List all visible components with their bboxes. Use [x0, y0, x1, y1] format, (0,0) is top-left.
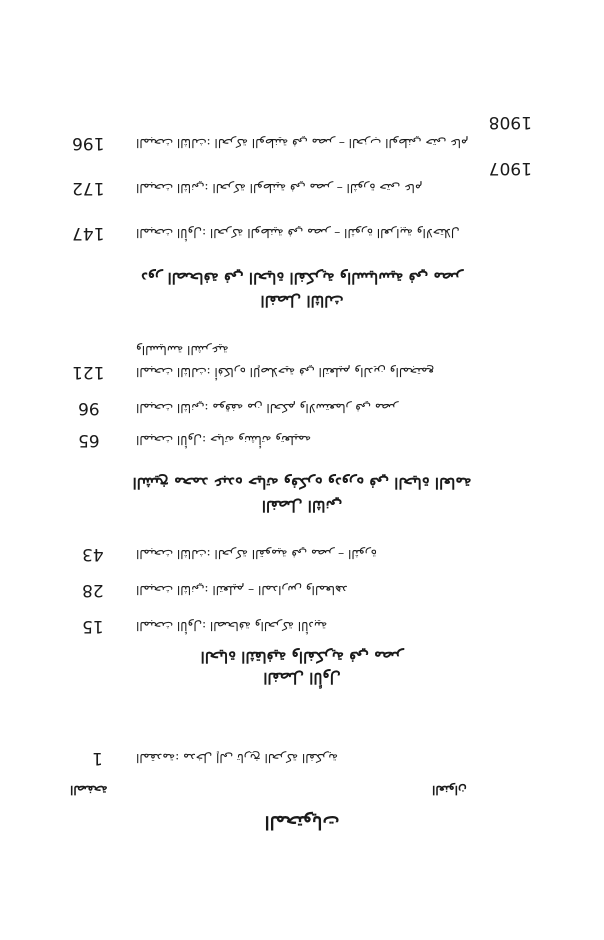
part-title: الشيخ محمد عبده حياته وفكره ودوره في الحياة العامة: [132, 474, 472, 492]
toc-entry-title: المبحث الثاني: موقفه من الحكم والاستعمار في مصر: [136, 401, 399, 415]
part-label: الفصل الأول: [263, 669, 341, 687]
toc-entry-title: المبحث الثالث: أفكاره الإصلاحية في التعليم والدين والمجتمع: [136, 365, 435, 379]
toc-page-number: 96: [78, 398, 100, 418]
part-title: دور الصحافة في الحياة الفكرية والسياسية في مصر: [141, 269, 463, 287]
part-label: الفصل الثالث: [260, 292, 344, 310]
toc-page-number: 15: [82, 616, 104, 636]
toc-entry-title: المبحث الثالث: الحركة الوطنية في مصر – الحزب الوطني حتى عام: [136, 136, 469, 150]
toc-page-number: 43: [82, 544, 104, 564]
part-title: الحياة الثقافية والفكرية في مصر: [200, 648, 404, 666]
part-label: الفصل الثاني: [261, 497, 343, 515]
toc-page-number: 28: [82, 580, 104, 600]
toc-entry-title: المبحث الثاني: الحركة الوطنية في مصر – الثورة حتى عام: [136, 181, 423, 195]
toc-page-number: 172: [72, 178, 105, 198]
toc-entry-title: المبحث الثاني: التعليم – المدارس والمعاهد: [136, 583, 348, 597]
toc-entry-title: والسياسة الشرعية: [136, 343, 229, 357]
toc-entry-title: المبحث الأول: الحركة الوطنية في مصر – الثورة العرابية والاحتلال: [136, 226, 460, 240]
toc-entry-title: المبحث الأول: حياته ونشأته وتعليمه: [136, 433, 312, 447]
column-header-page: الصفحة: [70, 783, 108, 797]
toc-entry-title: المبحث الثالث: الحركة القومية في مصر – الثورة: [136, 547, 377, 561]
toc-entry-title: المقدمة: مدخل إلى تاريخ الحركة الفكرية: [136, 751, 338, 765]
column-header-title: العنوان: [432, 783, 467, 797]
toc-page-number: 121: [72, 362, 105, 382]
toc-page-number: 147: [72, 223, 105, 243]
toc-page-number: 1: [92, 748, 103, 768]
toc-entry-title: المبحث الأول: الصحافة والحركة الأدبية: [136, 619, 328, 633]
toc-year: 1908: [488, 112, 532, 132]
contents-title: المحتويات: [264, 811, 340, 833]
toc-year: 1907: [488, 158, 532, 178]
toc-page-number: 196: [72, 133, 105, 153]
toc-page-number: 65: [78, 430, 100, 450]
